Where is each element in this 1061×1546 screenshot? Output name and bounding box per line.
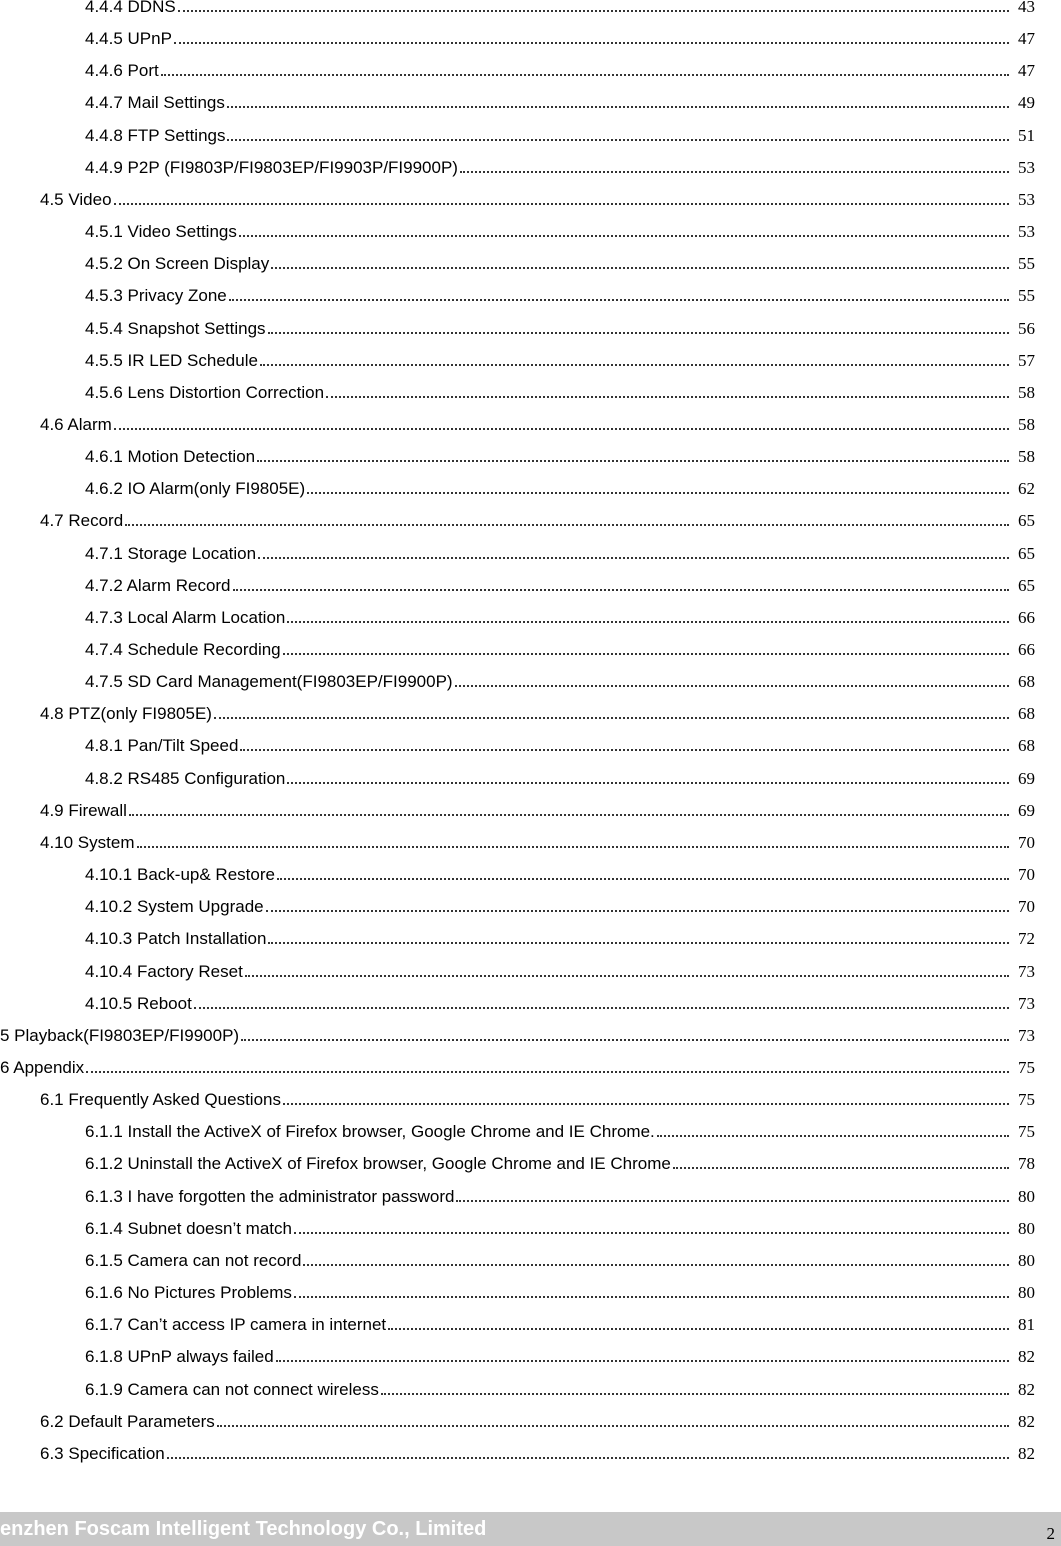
toc-dot-leader — [241, 1039, 1009, 1041]
toc-entry-page-number: 66 — [1018, 640, 1035, 659]
toc-dot-leader — [294, 1232, 1009, 1234]
toc-entry-page-number: 58 — [1018, 414, 1035, 434]
toc-dot-leader — [260, 364, 1009, 366]
toc-entry[interactable] — [85, 887, 1035, 917]
toc-dot-leader — [229, 299, 1009, 301]
toc-entry-label: 6.1.8 UPnP always failed — [85, 1347, 274, 1367]
toc-entry-page-number: 81 — [1018, 1315, 1035, 1335]
toc-entry-label: 6.1.6 No Pictures Problems — [85, 1283, 292, 1302]
toc-entry-label: 4.8.1 Pan/Tilt Speed — [85, 736, 239, 756]
toc-entry[interactable] — [40, 1434, 1035, 1464]
toc-entry[interactable] — [85, 1177, 1035, 1207]
toc-entry[interactable] — [40, 694, 1035, 724]
toc-entry-page-number: 68 — [1018, 672, 1035, 692]
toc-entry[interactable] — [85, 148, 1035, 178]
toc-entry[interactable] — [85, 1305, 1035, 1335]
toc-entry[interactable] — [85, 83, 1035, 113]
toc-entry[interactable] — [85, 1273, 1035, 1303]
toc-entry[interactable] — [85, 726, 1035, 756]
toc-entry[interactable] — [0, 1016, 1035, 1046]
toc-dot-leader — [271, 267, 1009, 269]
toc-entry-page-number: 58 — [1018, 382, 1035, 402]
toc-entry[interactable] — [85, 984, 1035, 1014]
toc-entry-page-number: 47 — [1018, 61, 1035, 81]
toc-entry[interactable] — [85, 919, 1035, 949]
toc-entry-label: 6.1.1 Install the ActiveX of Firefox browser, Google Chrome and IE Chrome. — [85, 1122, 655, 1142]
toc-dot-leader — [326, 396, 1009, 398]
footer-page-number: 2 — [1046, 1524, 1055, 1543]
toc-entry-label: 4.8.2 RS485 Configuration — [85, 768, 286, 788]
toc-entry-label: 6.1.2 Uninstall the ActiveX of Firefox browser, Google Chrome and IE Chrome — [85, 1154, 671, 1174]
toc-entry-page-number: 43 — [1018, 0, 1035, 16]
toc-entry-label: 4.10.3 Patch Installation — [85, 929, 267, 949]
toc-entry[interactable] — [85, 341, 1035, 371]
toc-entry-label: 5 Playback(FI9803EP/FI9900P) — [0, 1025, 240, 1045]
toc-entry-label: 4.4.7 Mail Settings — [85, 93, 225, 113]
toc-entry-page-number: 78 — [1018, 1154, 1035, 1174]
toc-dot-leader — [307, 492, 1009, 494]
toc-entry-label: 4.5.1 Video Settings — [85, 222, 237, 241]
toc-dot-leader — [227, 106, 1009, 108]
toc-dot-leader — [125, 524, 1009, 526]
toc-entry-page-number: 73 — [1018, 993, 1035, 1013]
toc-entry-page-number: 82 — [1018, 1411, 1035, 1431]
toc-entry-label: 6.2 Default Parameters — [40, 1411, 215, 1431]
toc-entry-page-number: 68 — [1018, 736, 1035, 756]
toc-entry-label: 6.1.4 Subnet doesn’t match — [85, 1218, 292, 1238]
toc-entry-label: 4.4.8 FTP Settings — [85, 125, 226, 145]
toc-dot-leader — [455, 685, 1009, 687]
toc-dot-leader — [388, 1328, 1009, 1330]
toc-entry-label: 4.6 Alarm — [40, 414, 112, 434]
toc-entry-label: 4.5 Video — [40, 189, 112, 209]
toc-entry-page-number: 80 — [1018, 1283, 1035, 1302]
toc-dot-leader — [268, 332, 1009, 334]
toc-dot-leader — [214, 717, 1009, 719]
toc-entry-label: 4.7.2 Alarm Record — [85, 575, 231, 595]
toc-entry-label: 4.4.6 Port — [85, 61, 159, 81]
toc-dot-leader — [283, 1103, 1009, 1105]
toc-entry[interactable] — [85, 1241, 1035, 1271]
toc-entry-page-number: 68 — [1018, 704, 1035, 724]
toc-entry-label: 4.5.5 IR LED Schedule — [85, 350, 258, 370]
toc-entry-page-number: 80 — [1018, 1218, 1035, 1238]
toc-entry[interactable] — [85, 1209, 1035, 1239]
toc-dot-leader — [178, 10, 1009, 12]
toc-entry-page-number: 47 — [1018, 29, 1035, 49]
toc-entry[interactable] — [85, 469, 1035, 499]
toc-entry[interactable] — [85, 1370, 1035, 1400]
toc-dot-leader — [194, 1007, 1009, 1009]
toc-dot-leader — [233, 589, 1009, 591]
toc-entry-page-number: 70 — [1018, 865, 1035, 884]
toc-entry-label: 4.10.5 Reboot — [85, 993, 192, 1013]
toc-entry-page-number: 73 — [1018, 1025, 1035, 1045]
toc-dot-leader — [657, 1135, 1009, 1137]
toc-entry-label: 6.3 Specification — [40, 1443, 165, 1463]
toc-entry[interactable] — [0, 1048, 1035, 1078]
toc-entry-page-number: 82 — [1018, 1347, 1035, 1367]
toc-entry-label: 4.7.4 Schedule Recording — [85, 640, 281, 659]
toc-entry-label: 4.7.5 SD Card Management(FI9803EP/FI9900P) — [85, 672, 453, 692]
toc-entry-page-number: 82 — [1018, 1379, 1035, 1399]
toc-dot-leader — [268, 942, 1009, 944]
toc-entry[interactable] — [85, 630, 1035, 660]
toc-dot-leader — [167, 1457, 1009, 1459]
toc-entry-page-number: 75 — [1018, 1090, 1035, 1110]
toc-entry-page-number: 70 — [1018, 832, 1035, 852]
toc-entry-label: 4.5.6 Lens Distortion Correction — [85, 382, 325, 402]
toc-entry[interactable] — [85, 759, 1035, 789]
toc-entry-page-number: 53 — [1018, 189, 1035, 209]
toc-entry[interactable] — [40, 180, 1035, 210]
toc-entry-page-number: 51 — [1018, 125, 1035, 145]
toc-entry-page-number: 72 — [1018, 929, 1035, 949]
page-footer — [0, 1512, 1061, 1546]
toc-entry-page-number: 57 — [1018, 350, 1035, 370]
toc-dot-leader — [283, 653, 1009, 655]
toc-dot-leader — [258, 557, 1009, 559]
toc-entry[interactable] — [40, 1080, 1035, 1110]
toc-entry-page-number: 56 — [1018, 318, 1035, 338]
toc-entry[interactable] — [85, 952, 1035, 982]
toc-entry[interactable] — [85, 534, 1035, 564]
toc-entry-page-number: 75 — [1018, 1058, 1035, 1077]
toc-entry[interactable] — [85, 1144, 1035, 1174]
toc-entry-label: 4.4.9 P2P (FI9803P/FI9803EP/FI9903P/FI9900P) — [85, 157, 458, 177]
toc-entry[interactable] — [40, 1402, 1035, 1432]
toc-entry-label: 6.1 Frequently Asked Questions — [40, 1090, 281, 1110]
toc-entry-page-number: 55 — [1018, 254, 1035, 274]
toc-entry[interactable] — [85, 276, 1035, 306]
toc-entry-page-number: 73 — [1018, 961, 1035, 981]
toc-entry-label: 4.10.4 Factory Reset — [85, 961, 243, 981]
toc-entry-label: 4.10.1 Back-up& Restore — [85, 865, 275, 884]
footer-company-name: enzhen Foscam Intelligent Technology Co., Limited — [0, 1518, 487, 1540]
toc-entry-label: 4.4.5 UPnP — [85, 29, 172, 49]
toc-entry-label: 4.7.3 Local Alarm Location — [85, 607, 286, 627]
toc-entry-label: 4.4.4 DDNS — [85, 0, 176, 16]
toc-entry[interactable] — [85, 662, 1035, 692]
toc-dot-leader — [114, 428, 1009, 430]
toc-entry-page-number: 82 — [1018, 1443, 1035, 1463]
toc-entry[interactable] — [40, 791, 1035, 821]
toc-entry-page-number: 65 — [1018, 543, 1035, 563]
toc-entry-label: 4.9 Firewall — [40, 800, 127, 820]
toc-entry[interactable] — [85, 244, 1035, 274]
toc-entry[interactable] — [85, 19, 1035, 49]
toc-entry[interactable] — [85, 116, 1035, 146]
toc-entry[interactable] — [85, 1337, 1035, 1367]
toc-entry-page-number: 55 — [1018, 286, 1035, 306]
toc-entry-page-number: 80 — [1018, 1250, 1035, 1270]
toc-entry-page-number: 75 — [1018, 1122, 1035, 1142]
toc-dot-leader — [266, 910, 1009, 912]
toc-entry-page-number: 69 — [1018, 768, 1035, 788]
toc-dot-leader — [114, 203, 1009, 205]
toc-entry-label: 4.7 Record — [40, 511, 124, 531]
toc-dot-leader — [137, 846, 1010, 848]
toc-dot-leader — [460, 171, 1009, 173]
toc-entry-label: 6.1.9 Camera can not connect wireless — [85, 1379, 379, 1399]
toc-dot-leader — [673, 1167, 1009, 1169]
toc-entry-page-number: 49 — [1018, 93, 1035, 113]
toc-entry-label: 6.1.3 I have forgotten the administrator password — [85, 1186, 455, 1206]
toc-entry[interactable] — [85, 212, 1035, 242]
toc-dot-leader — [381, 1393, 1009, 1395]
toc-entry-label: 6.1.5 Camera can not record — [85, 1250, 302, 1270]
toc-entry-label: 4.6.2 IO Alarm(only FI9805E) — [85, 479, 306, 499]
toc-entry-page-number: 58 — [1018, 447, 1035, 467]
toc-entry[interactable] — [85, 598, 1035, 628]
toc-entry-label: 4.10.2 System Upgrade — [85, 897, 264, 917]
toc-dot-leader — [245, 975, 1009, 977]
toc-dot-leader — [239, 235, 1009, 237]
toc-entry-page-number: 53 — [1018, 222, 1035, 241]
toc-entry[interactable] — [85, 0, 1035, 17]
toc-dot-leader — [303, 1264, 1009, 1266]
toc-entry[interactable] — [85, 309, 1035, 339]
toc-entry[interactable] — [85, 566, 1035, 596]
toc-entry-label: 6 Appendix — [0, 1058, 85, 1077]
toc-dot-leader — [257, 460, 1009, 462]
toc-entry-page-number: 53 — [1018, 157, 1035, 177]
toc-entry-page-number: 70 — [1018, 897, 1035, 917]
toc-entry-page-number: 66 — [1018, 607, 1035, 627]
toc-entry-label: 4.5.2 On Screen Display — [85, 254, 270, 274]
toc-entry-page-number: 65 — [1018, 511, 1035, 531]
toc-entry[interactable] — [40, 823, 1035, 853]
toc-entry-label: 4.10 System — [40, 832, 135, 852]
toc-dot-leader — [277, 878, 1009, 880]
toc-entry-page-number: 62 — [1018, 479, 1035, 499]
toc-entry-label: 6.1.7 Can’t access IP camera in internet — [85, 1315, 387, 1335]
toc-entry-page-number: 69 — [1018, 800, 1035, 820]
toc-dot-leader — [287, 782, 1009, 784]
toc-entry[interactable] — [85, 373, 1035, 403]
toc-dot-leader — [276, 1360, 1009, 1362]
toc-dot-leader — [86, 1071, 1009, 1073]
toc-entry[interactable] — [85, 437, 1035, 467]
toc-entry[interactable] — [40, 405, 1035, 435]
toc-dot-leader — [240, 749, 1009, 751]
toc-dot-leader — [217, 1425, 1009, 1427]
toc-entry-page-number: 65 — [1018, 575, 1035, 595]
toc-entry-label: 4.5.3 Privacy Zone — [85, 286, 227, 306]
toc-dot-leader — [227, 139, 1009, 141]
toc-entry-label: 4.8 PTZ(only FI9805E) — [40, 704, 212, 724]
toc-dot-leader — [174, 42, 1009, 44]
toc-dot-leader — [129, 814, 1009, 816]
toc-entry[interactable] — [40, 501, 1035, 531]
toc-entry[interactable] — [85, 51, 1035, 81]
toc-entry[interactable] — [85, 1112, 1035, 1142]
toc-entry[interactable] — [85, 855, 1035, 885]
toc-entry-label: 4.6.1 Motion Detection — [85, 447, 256, 467]
toc-entry-label: 4.5.4 Snapshot Settings — [85, 318, 266, 338]
toc-dot-leader — [287, 621, 1009, 623]
toc-dot-leader — [161, 74, 1009, 76]
toc-entry-label: 4.7.1 Storage Location — [85, 543, 257, 563]
toc-dot-leader — [294, 1296, 1009, 1298]
toc-entry-page-number: 80 — [1018, 1186, 1035, 1206]
toc-dot-leader — [456, 1200, 1009, 1202]
